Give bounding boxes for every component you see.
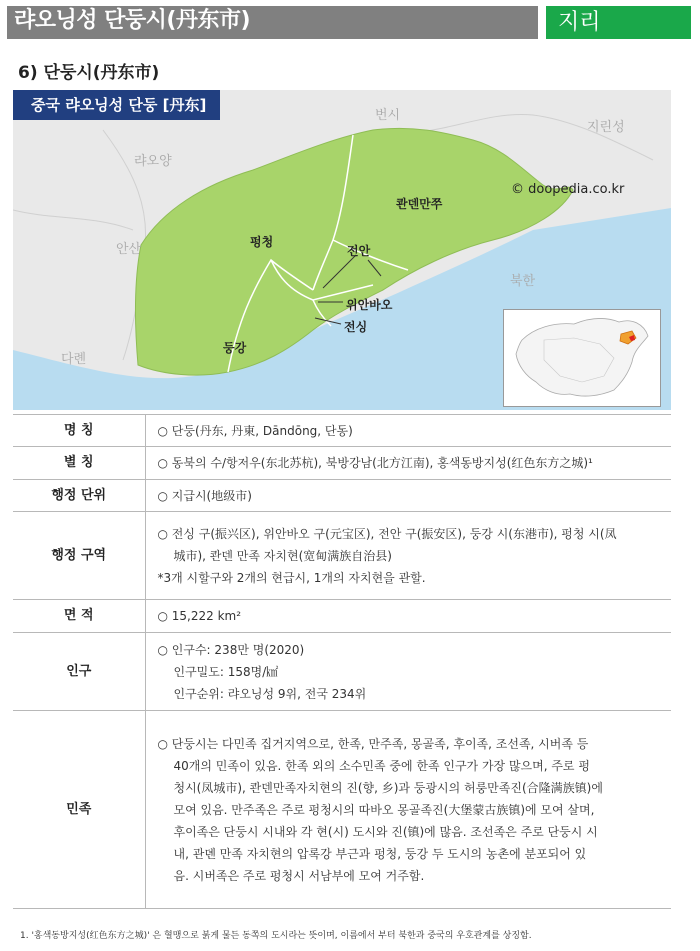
row-value xyxy=(145,512,671,600)
ethnic-line: 청시(凤城市), 콴덴만족자치현의 진(향, 乡)과 둥광시의 허룽만족진(合隆满族镇)에 xyxy=(173,780,603,795)
row-value xyxy=(145,633,671,711)
label-dalian: 다롄 xyxy=(61,352,87,367)
population-line: 인구순위: 랴오닝성 9위, 전국 234위 xyxy=(173,686,367,701)
admin-division-line: ○ 전싱 구(振兴区), 위안바오 구(元宝区), 전안 구(振安区), 둥강 시(东港市), 펑청 시(凤 xyxy=(157,526,617,541)
map-credit: © doopedia.co.kr xyxy=(511,182,625,197)
ethnic-line: ○ 단둥시는 다민족 집거지역으로, 한족, 만주족, 몽골족, 후이족, 조선족, 시버족 등 xyxy=(157,736,589,751)
row-label: 인구 xyxy=(13,633,145,711)
label-zhenxing: 전싱 xyxy=(344,320,368,334)
label-fengcheng: 펑청 xyxy=(250,235,274,249)
label-zhenan: 전안 xyxy=(347,244,371,258)
table-row xyxy=(13,711,671,909)
row-value xyxy=(145,711,671,909)
ethnic-line: 모여 있음. 만주족은 주로 펑청시의 따바오 몽골족진(大堡蒙古族镇)에 모여 살며, xyxy=(173,802,595,817)
label-anshan: 안산 xyxy=(116,242,142,257)
population-line: ○ 인구수: 238만 명(2020) xyxy=(157,642,305,657)
table-row xyxy=(13,633,671,711)
row-label: 행정 단위 xyxy=(13,480,145,512)
table-row xyxy=(13,447,671,480)
table-row xyxy=(13,512,671,600)
label-kuandian: 콴덴만쭈 xyxy=(396,197,443,211)
info-table xyxy=(13,414,671,909)
footnote: 1. '홍색동방지성(红色东方之城)' 은 혈맹으로 붉게 물든 동쪽의 도시라는 뜻이며, 이름에서 부터 북한과 중국의 우호관계를 상징함. xyxy=(20,931,532,941)
population-line: 인구밀도: 158명/㎢ xyxy=(173,664,279,679)
row-label: 면 적 xyxy=(13,600,145,633)
row-label: 행정 구역 xyxy=(13,512,145,600)
row-value: ○ 동북의 수/항저우(东北苏杭), 북방강남(北方江南), 홍색동방지성(红色东方之城)¹ xyxy=(145,447,671,480)
row-label: 민족 xyxy=(13,711,145,909)
table-row xyxy=(13,415,671,447)
section-title: 6) 단둥시(丹东市) xyxy=(18,63,160,83)
label-north-korea: 북한 xyxy=(510,274,536,289)
row-value: ○ 지급시(地级市) xyxy=(145,480,671,512)
ethnic-line: 내, 관뎬 만족 자치현의 압록강 부근과 펑청, 둥강 두 도시의 농촌에 분포되어 있 xyxy=(173,846,587,861)
ethnic-line: 후이족은 단둥시 시내와 각 현(시) 도시와 진(镇)에 많음. 조선족은 주로 단둥시 시 xyxy=(173,824,598,839)
label-liaoyang: 랴오양 xyxy=(134,154,172,169)
dandong-map xyxy=(13,90,671,410)
page-title: 랴오닝성 단둥시(丹东市) xyxy=(14,8,251,33)
admin-division-note: *3개 시할구와 2개의 현급시, 1개의 자치현을 관할. xyxy=(157,570,426,585)
table-row xyxy=(13,480,671,512)
ethnic-line: 40개의 민족이 있음. 한족 외의 소수민족 중에 한족 인구가 가장 많으며, 주로 펑 xyxy=(173,758,590,773)
row-value: ○ 15,222 km² xyxy=(145,600,671,633)
map-caption: 중국 랴오닝성 단둥 [丹东] xyxy=(13,90,220,120)
label-donggang: 둥강 xyxy=(223,341,247,355)
label-yuanbao: 위안바오 xyxy=(346,298,393,312)
row-label: 명 칭 xyxy=(13,415,145,447)
table-row xyxy=(13,600,671,633)
label-jilin: 지린성 xyxy=(587,120,625,135)
category-badge: 지리 xyxy=(546,6,691,39)
row-label: 별 칭 xyxy=(13,447,145,480)
label-benxi: 번시 xyxy=(375,108,401,123)
china-inset-map xyxy=(503,309,661,407)
admin-division-line: 城市), 콴덴 만족 자치현(宽甸满族自治县) xyxy=(173,548,392,563)
ethnic-line: 음. 시버족은 주로 펑청시 서남부에 모여 거주함. xyxy=(173,868,425,883)
row-value: ○ 단둥(丹东, 丹東, Dāndōng, 단동) xyxy=(145,415,671,447)
